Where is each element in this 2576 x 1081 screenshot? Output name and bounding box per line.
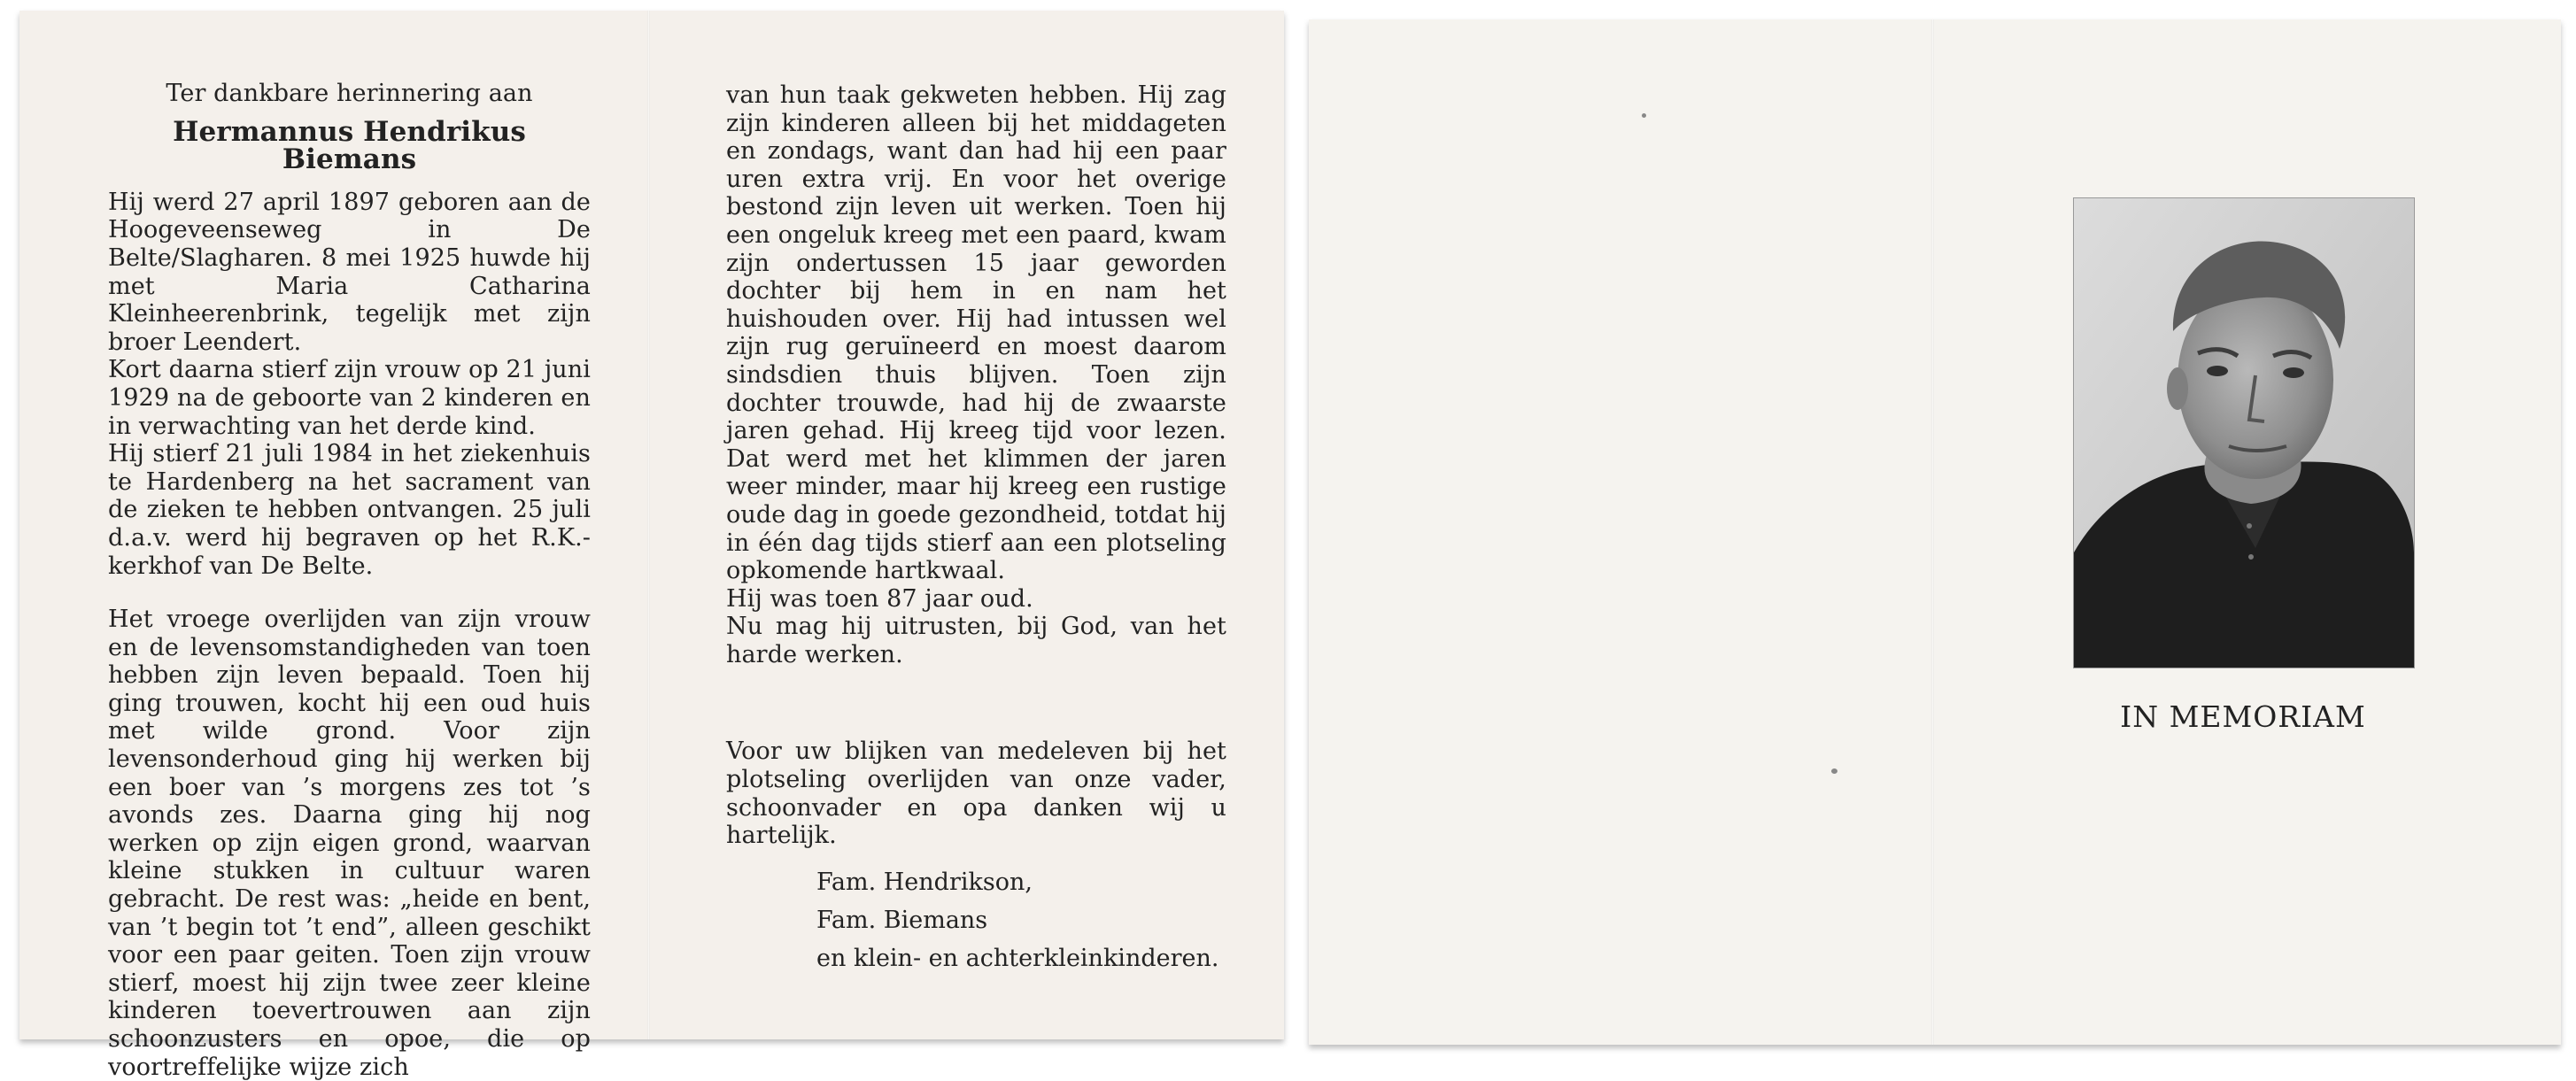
- fold-line: [647, 11, 650, 1039]
- signature-line-3: en klein- en achterkleinkinderen.: [816, 945, 1219, 972]
- family-signature: [816, 863, 1218, 977]
- portrait-photo-image: [2074, 198, 2414, 668]
- portrait-photo-icon: [2073, 197, 2415, 668]
- signature-line-2: Fam. Biemans: [816, 907, 988, 934]
- deceased-name: Hermannus Hendrikus Biemans: [173, 115, 526, 176]
- story-paragraph-2: Hij was toen 87 jaar oud.: [726, 584, 1033, 613]
- in-memoriam-caption: IN MEMORIAM: [2120, 699, 2366, 734]
- biography-paragraph-1: Hij werd 27 april 1897 geboren aan de Hoogeveenseweg in De Belte/Slagharen. 8 mei 1925 huwde hij met Maria Catharina Kleinheerenbrink, tegelijk met zijn broer Leendert.: [108, 188, 591, 356]
- biography-paragraph-2: Kort daarna stierf zijn vrouw op 21 juni 1929 na de geboorte van 2 kinderen en in verwachting van het derde kind.: [108, 356, 591, 440]
- intro-line: Ter dankbare herinnering aan: [166, 80, 533, 107]
- story-paragraph-3: Nu mag hij uitrusten, bij God, van het harde werken.: [726, 613, 1226, 668]
- signature-line-1: Fam. Hendrikson,: [816, 869, 1033, 896]
- biography-paragraph-4: Het vroege overlijden van zijn vrouw en de levensomstandigheden van toen hebben zijn leven bepaald. Toen hij ging trouwen, kocht hij een oud huis met wilde grond. Voor zijn levensonderhoud ging hij werken bij een boer van ’s morgens zes tot ’s avonds zes. Daarna ging hij nog werken op zijn eigen grond, waarvan kleine stukken in cultuur waren gebracht. De rest was: „heide en bent, van ’t begin tot ’t end”, alleen geschikt voor een paar geiten. Toen zijn vrouw stierf, moest hij zijn twee zeer kleine kinderen toevertrouwen aan zijn schoonzusters en opoe, die op voortreffelijke wijze zich: [108, 606, 591, 1081]
- story-paragraph-1: van hun taak gekweten hebben. Hij zag zijn kinderen alleen bij het middageten en zondags, want dan had hij een paar uren extra vrij. En voor het overige bestond zijn leven uit werken. Toen hij een ongeluk kreeg met een paard, kwam zijn ondertussen 15 jaar geworden dochter bij hem in en nam het huishouden over. Hij had intussen wel zijn rug geruïneerd en moest daarom sindsdien thuis blijven. Toen zijn dochter trouwde, had hij de zwaarste jaren gehad. Hij kreeg tijd voor lezen. Dat werd met het klimmen der jaren weer minder, maar hij kreeg een rustige oude dag in goede gezondheid, totdat hij in één dag tijds stierf aan een plotseling opkomende hartkwaal.: [726, 81, 1226, 585]
- thanks-paragraph: Voor uw blijken van medeleven bij het plotseling overlijden van onze vader, schoonvader en opa danken wij u hartelijk.: [726, 737, 1226, 850]
- paper-speck: [1831, 768, 1837, 774]
- left-panel-text: [108, 80, 591, 1081]
- fold-line: [1931, 19, 1934, 1045]
- middle-panel-text: [726, 81, 1226, 850]
- paper-speck: [1642, 113, 1646, 118]
- biography-paragraph-3: Hij stierf 21 juli 1984 in het ziekenhuis te Hardenberg na het sacrament van de zieken te hebben ontvangen. 25 juli d.a.v. werd hij begraven op het R.K.-kerkhof van De Belte.: [108, 440, 591, 580]
